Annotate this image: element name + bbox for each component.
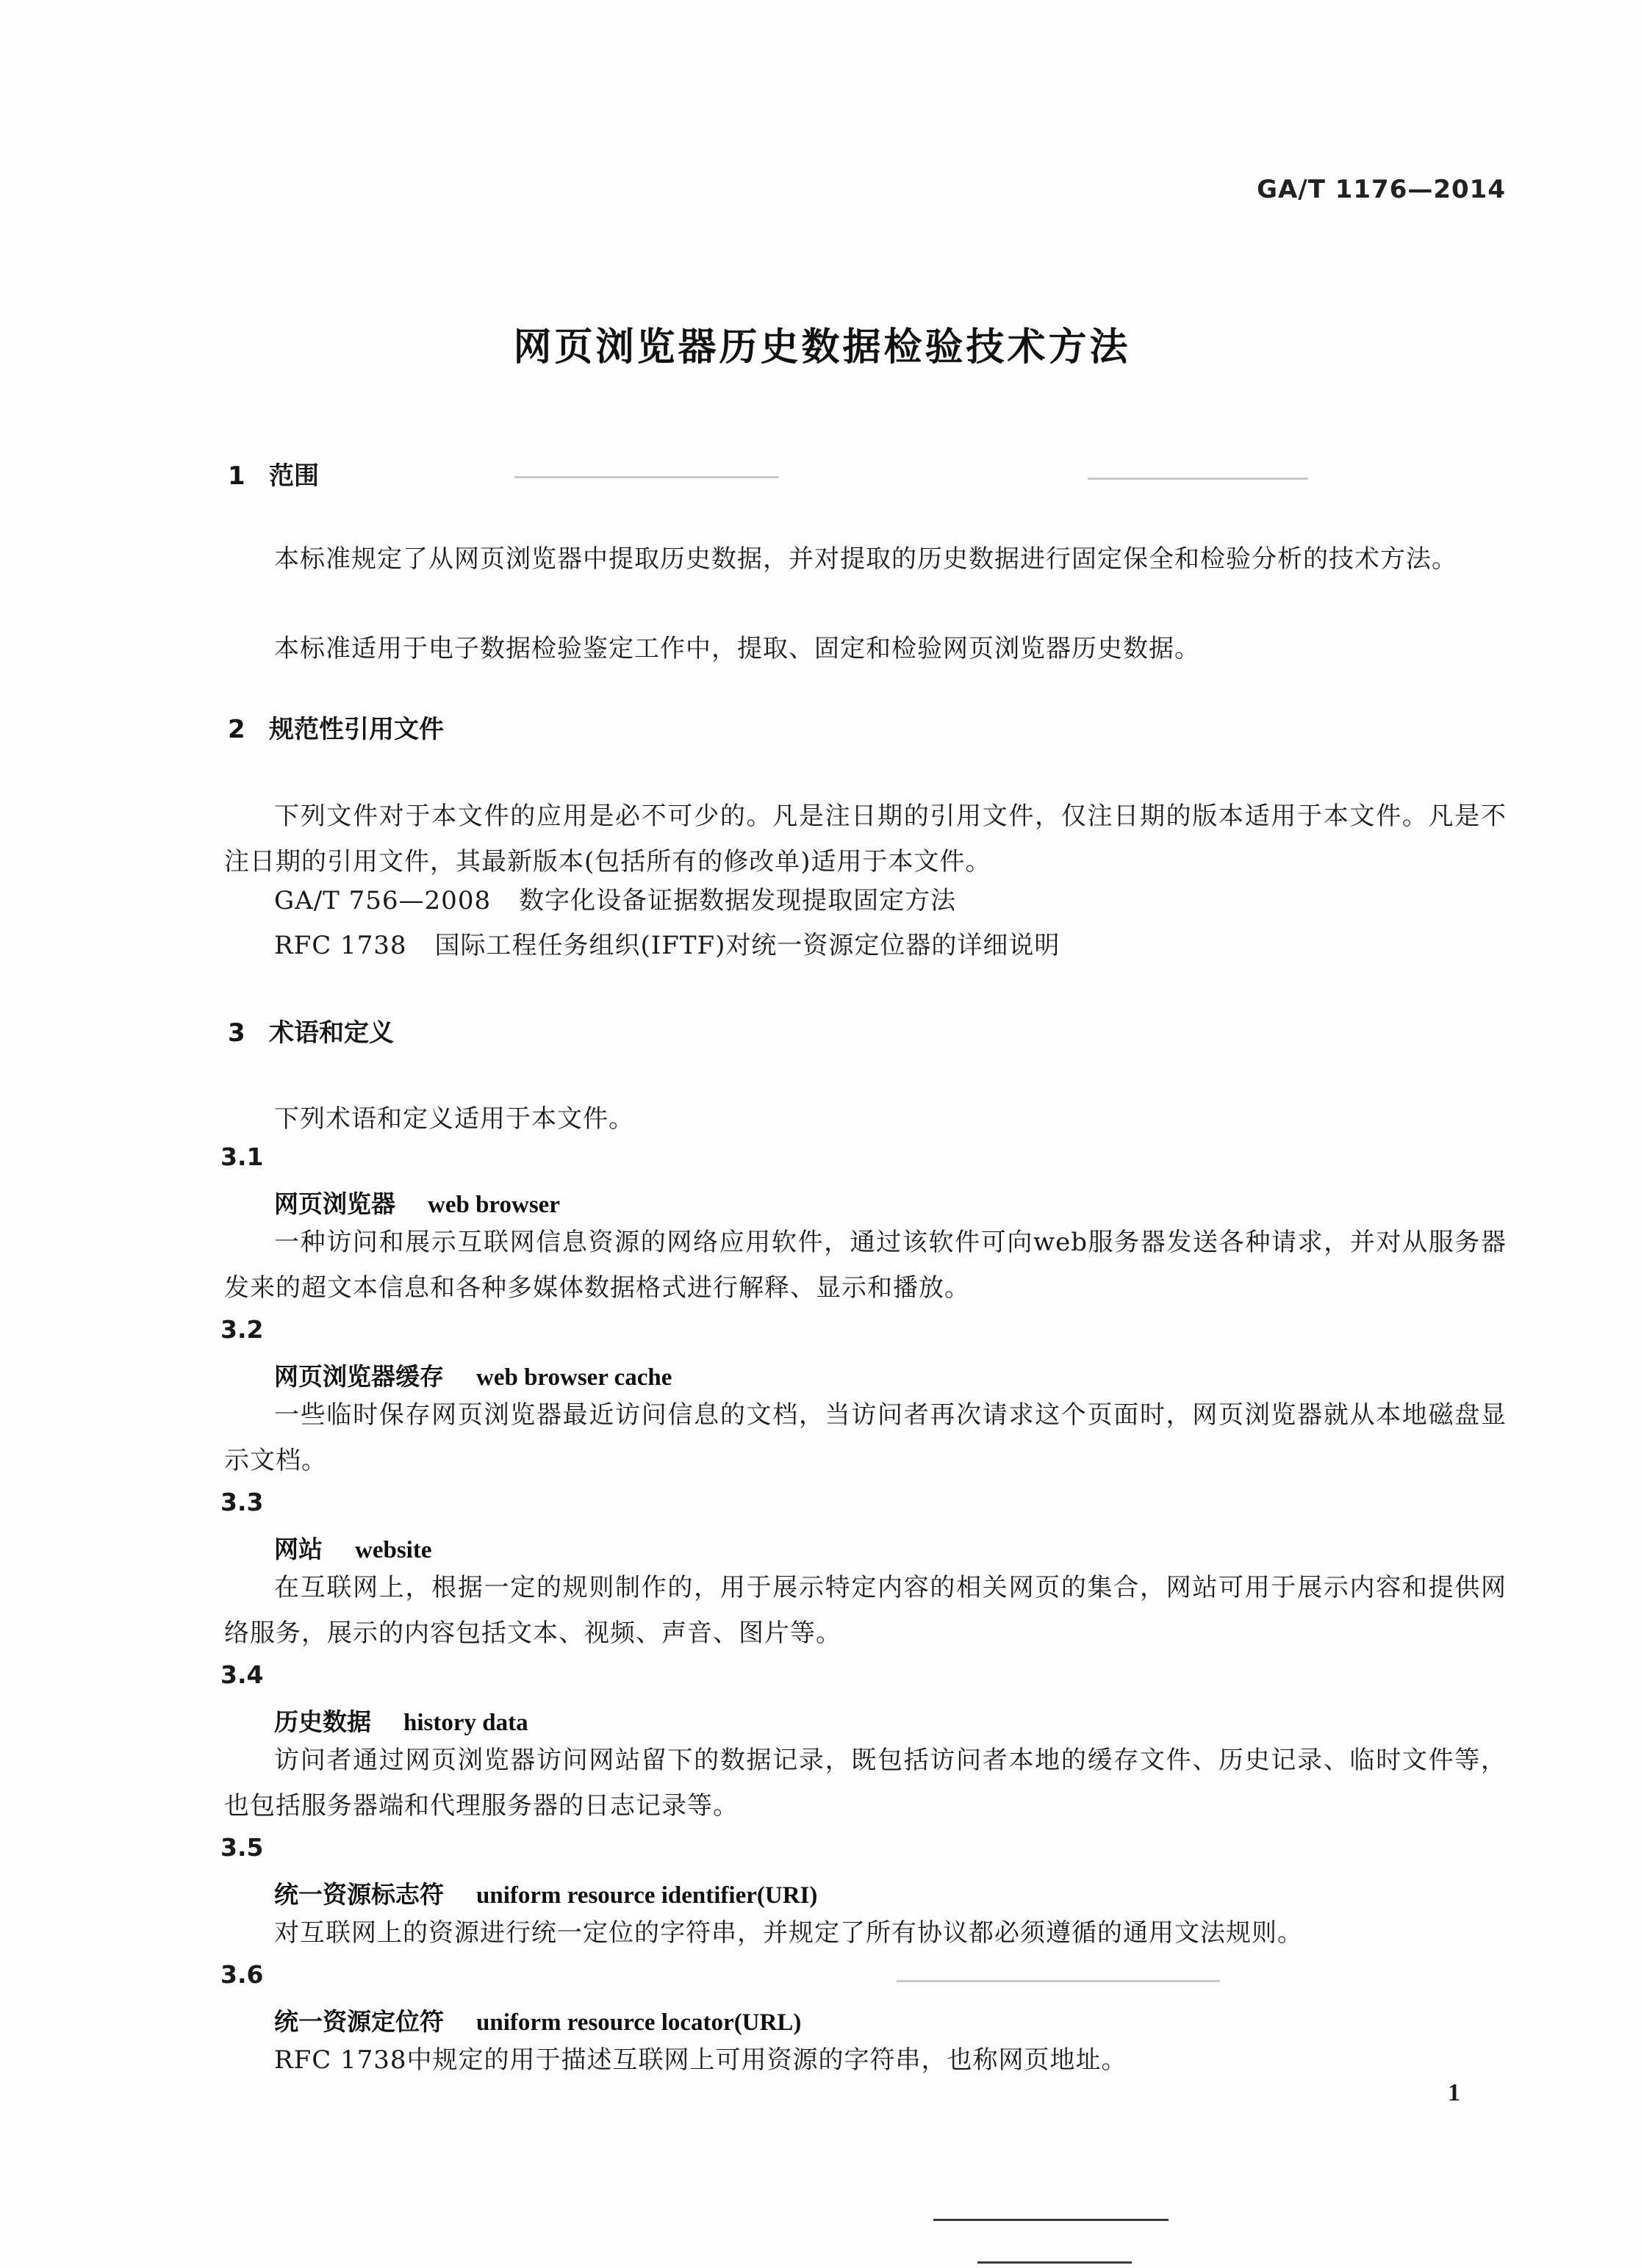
reference-item bbox=[274, 880, 956, 916]
term-number: 3.6 bbox=[220, 1960, 264, 1989]
term-number: 3.5 bbox=[220, 1833, 264, 1862]
term-definition: 访问者通过网页浏览器访问网站留下的数据记录，既包括访问者本地的缓存文件、历史记录、临时文件等，也包括服务器端和代理服务器的日志记录等。 bbox=[224, 1746, 1507, 1821]
section-number: 3 bbox=[228, 1018, 245, 1048]
term-definition: 一些临时保存网页浏览器最近访问信息的文档，当访问者再次请求这个页面时，网页浏览器就从本地磁盘显示文档。 bbox=[224, 1400, 1507, 1475]
term-en: uniform resource identifier(URI) bbox=[476, 1882, 818, 1909]
term-definition: 对互联网上的资源进行统一定位的字符串，并规定了所有协议都必须遵循的通用文法规则。 bbox=[274, 1918, 1303, 1948]
scope-paragraph-1: 本标准规定了从网页浏览器中提取历史数据，并对提取的历史数据进行固定保全和检验分析的技术方法。 bbox=[274, 544, 1457, 574]
reference-title: 国际工程任务组织(IFTF)对统一资源定位器的详细说明 bbox=[434, 931, 1060, 960]
reference-item bbox=[274, 925, 1060, 961]
reference-title: 数字化设备证据数据发现提取固定方法 bbox=[519, 886, 957, 915]
section-number: 1 bbox=[228, 461, 245, 491]
term-number: 3.4 bbox=[220, 1660, 264, 1689]
term-number: 3.1 bbox=[220, 1142, 264, 1171]
term-definition: 一种访问和展示互联网信息资源的网络应用软件，通过该软件可向web服务器发送各种请求，并对从服务器发来的超文本信息和各种多媒体数据格式进行解释、显示和播放。 bbox=[224, 1228, 1507, 1303]
term-number: 3.3 bbox=[220, 1488, 264, 1516]
scan-artifact bbox=[897, 1980, 1220, 1982]
reference-code: RFC 1738 bbox=[274, 931, 407, 960]
term-zh: 统一资源定位符 bbox=[274, 2007, 444, 2036]
term-zh: 历史数据 bbox=[274, 1707, 371, 1736]
section-heading-terms bbox=[228, 1012, 394, 1048]
reference-code: GA/T 756—2008 bbox=[274, 886, 492, 915]
section-heading-references bbox=[228, 709, 444, 745]
page-number: 1 bbox=[1448, 2079, 1460, 2106]
bottom-rule bbox=[977, 2261, 1132, 2264]
term-en: website bbox=[355, 1537, 432, 1563]
term-zh: 统一资源标志符 bbox=[274, 1880, 444, 1909]
term-title bbox=[274, 2003, 801, 2037]
term-definition: 在互联网上，根据一定的规则制作的，用于展示特定内容的相关网页的集合，网站可用于展示内容和提供网络服务，展示的内容包括文本、视频、声音、图片等。 bbox=[224, 1573, 1507, 1648]
section-title: 规范性引用文件 bbox=[269, 715, 444, 744]
term-title bbox=[274, 1530, 431, 1565]
term-zh: 网站 bbox=[274, 1535, 323, 1563]
term-title bbox=[274, 1358, 672, 1392]
term-title bbox=[274, 1185, 560, 1220]
term-zh: 网页浏览器缓存 bbox=[274, 1362, 444, 1391]
term-zh: 网页浏览器 bbox=[274, 1189, 395, 1218]
bottom-rule bbox=[933, 2219, 1169, 2221]
scan-artifact bbox=[1088, 478, 1308, 480]
references-intro: 下列文件对于本文件的应用是必不可少的。凡是注日期的引用文件，仅注日期的版本适用于本文件。凡是不注日期的引用文件，其最新版本(包括所有的修改单)适用于本文件。 bbox=[224, 802, 1507, 876]
term-number: 3.2 bbox=[220, 1315, 264, 1344]
section-number: 2 bbox=[228, 715, 245, 744]
section-title: 术语和定义 bbox=[269, 1018, 394, 1048]
terms-intro: 下列术语和定义适用于本文件。 bbox=[274, 1104, 634, 1134]
term-en: history data bbox=[403, 1710, 528, 1736]
section-heading-scope bbox=[228, 456, 319, 492]
term-en: web browser cache bbox=[476, 1364, 672, 1391]
scope-paragraph-2: 本标准适用于电子数据检验鉴定工作中，提取、固定和检验网页浏览器历史数据。 bbox=[274, 634, 1200, 663]
term-en: uniform resource locator(URL) bbox=[476, 2009, 802, 2036]
section-title: 范围 bbox=[269, 461, 319, 491]
standard-code: GA/T 1176—2014 bbox=[1257, 175, 1506, 204]
scan-artifact bbox=[514, 476, 779, 478]
term-definition: RFC 1738中规定的用于描述互联网上可用资源的字符串，也称网页地址。 bbox=[274, 2045, 1127, 2075]
term-title bbox=[274, 1703, 528, 1738]
term-en: web browser bbox=[428, 1192, 560, 1218]
document-title: 网页浏览器历史数据检验技术方法 bbox=[513, 325, 1131, 370]
term-title bbox=[274, 1876, 817, 1910]
